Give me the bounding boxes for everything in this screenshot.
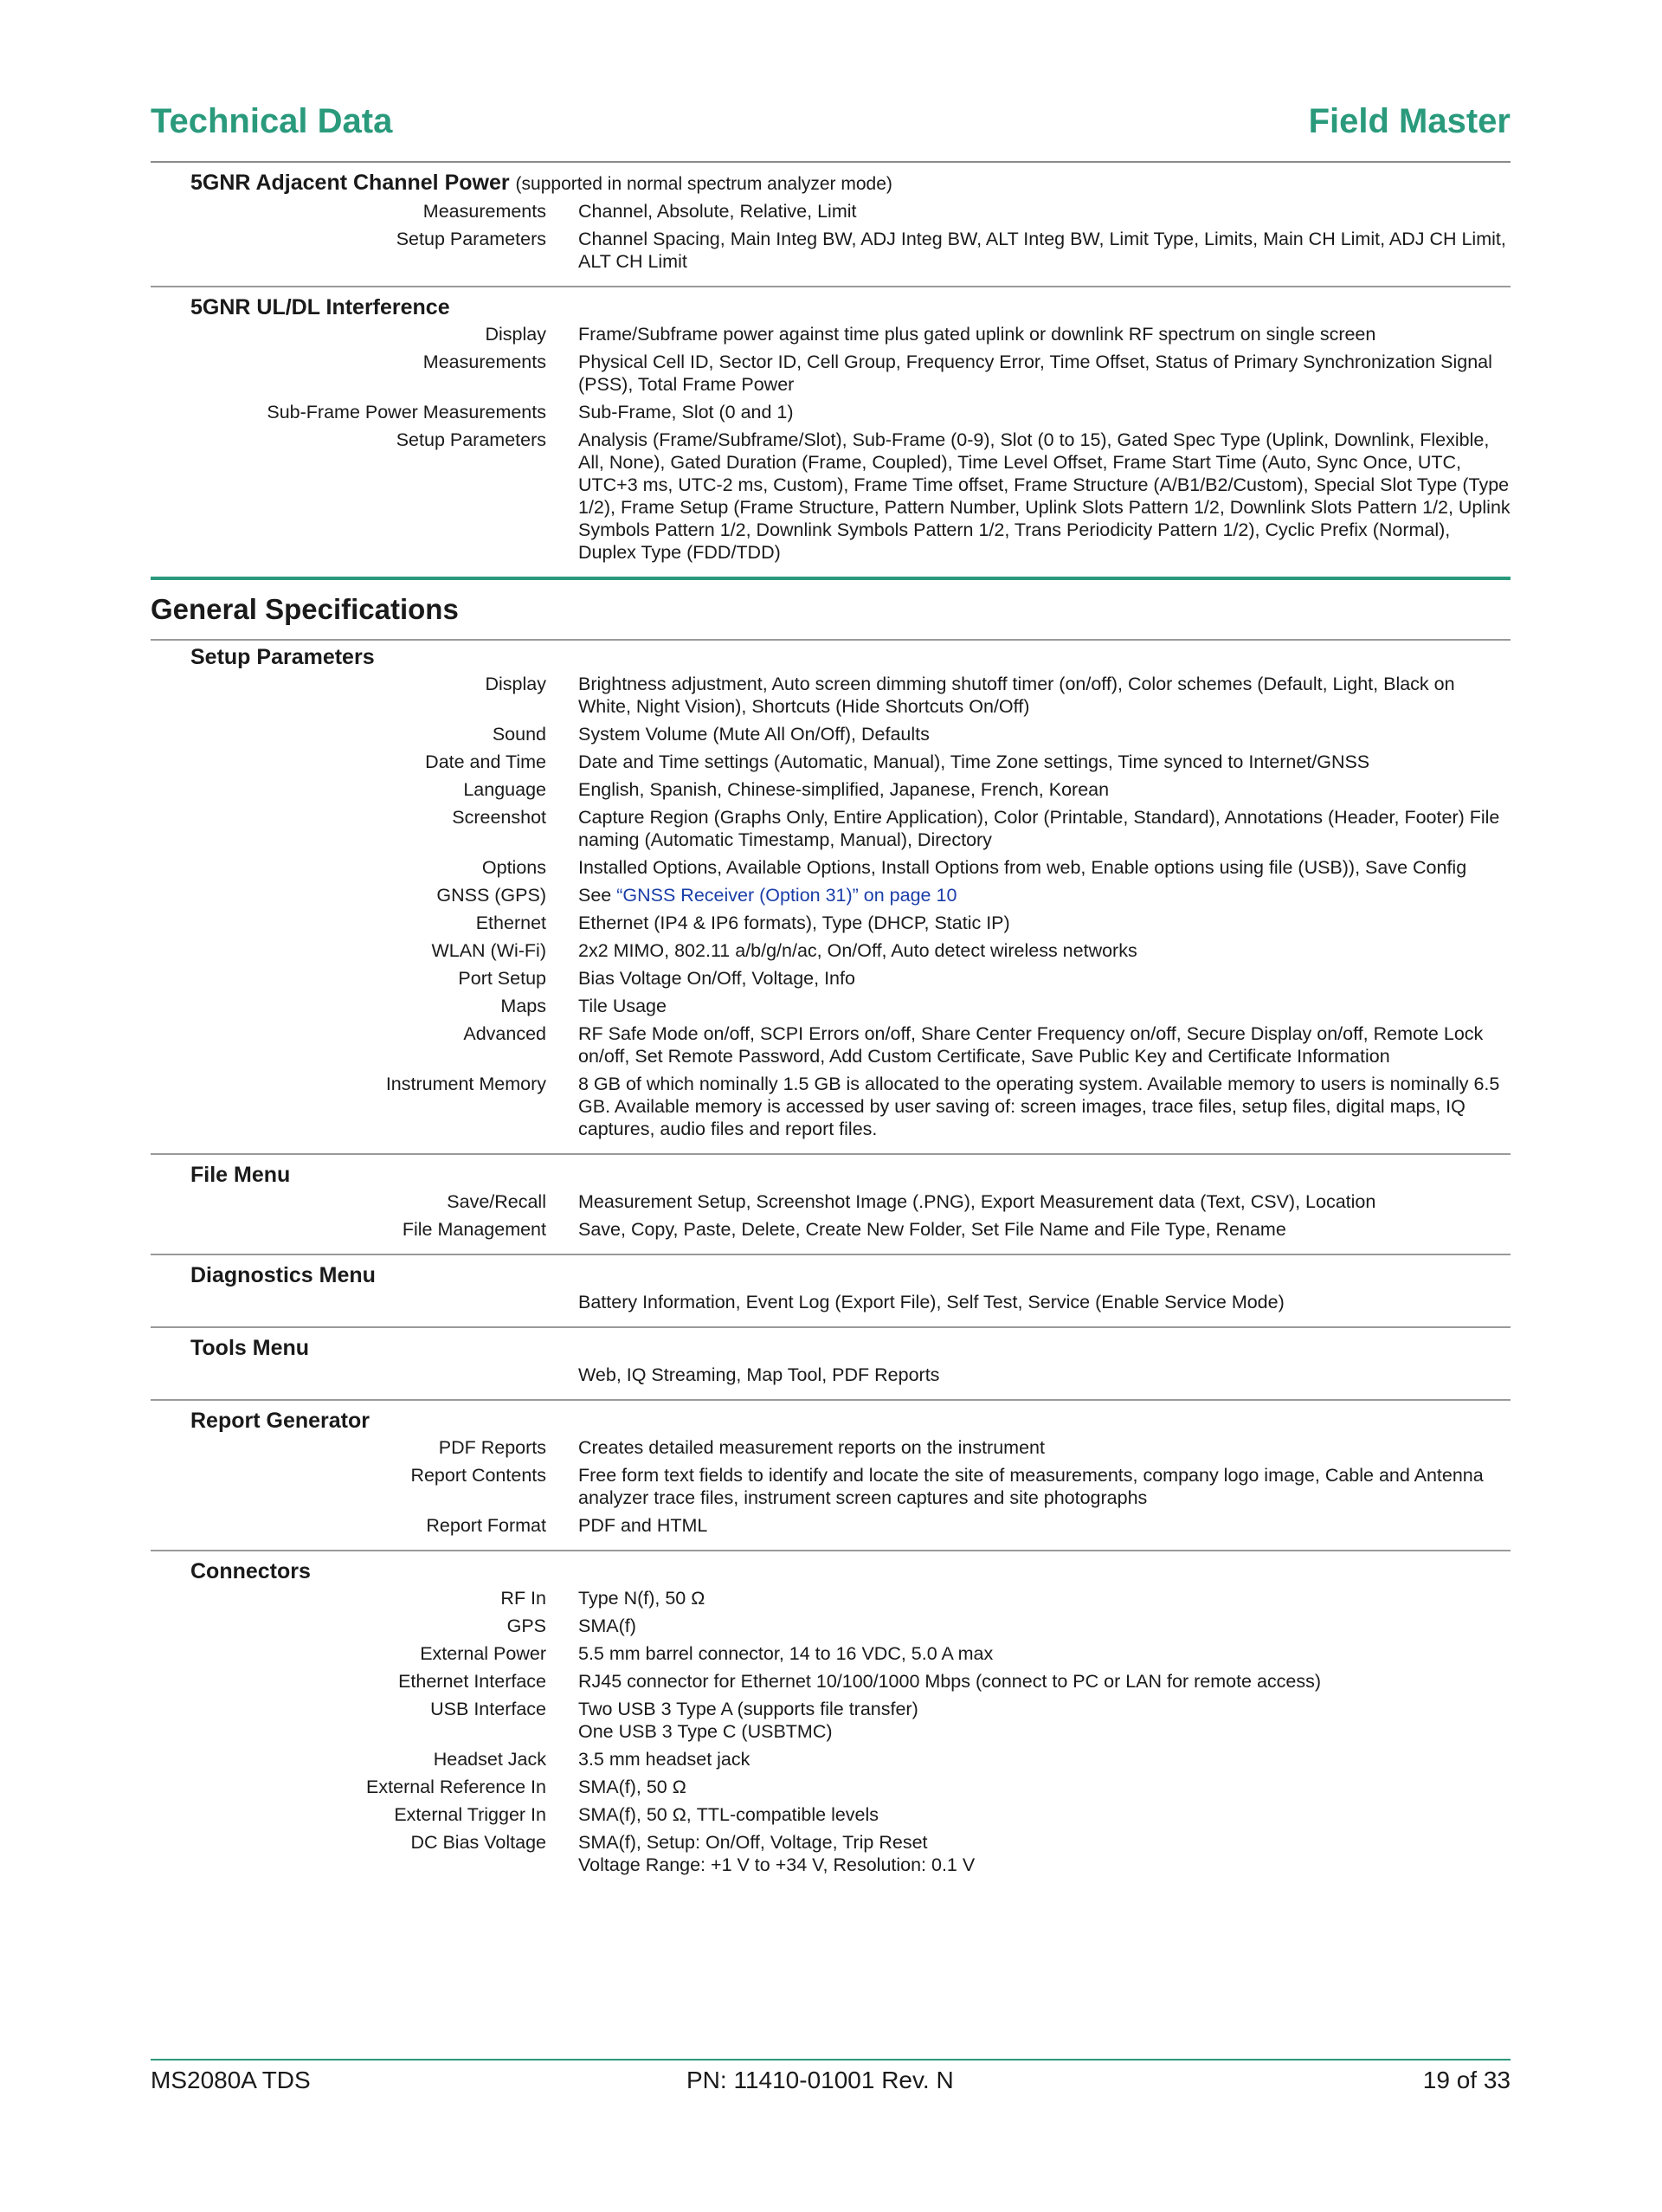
spec-label: DC Bias Voltage (410, 1832, 546, 1853)
spec-value-line: Two USB 3 Type A (supports file transfer) (578, 1699, 918, 1719)
spec-label: RF In (500, 1588, 546, 1609)
spec-row (151, 323, 1511, 345)
spec-value: 8 GB of which nominally 1.5 GB is allocated to the operating system. Available memory to users is nominally 6.5 GB. Available memory is accessed by user saving of: screen images, trace files, setup files, digital maps, IQ captures, audio files and report files. (578, 1074, 1500, 1139)
spec-value: Channel, Absolute, Relative, Limit (578, 201, 857, 222)
spec-row (151, 967, 1511, 990)
spec-row (151, 228, 1511, 273)
spec-row (151, 1615, 1511, 1637)
spec-value: 3.5 mm headset jack (578, 1749, 750, 1770)
spec-content (151, 166, 1511, 1896)
spec-label: File Management (402, 1219, 546, 1240)
spec-row (151, 351, 1511, 396)
spec-value: RJ45 connector for Ethernet 10/100/1000 Mbps (connect to PC or LAN for remote access) (578, 1671, 1322, 1692)
spec-value: Date and Time settings (Automatic, Manual), Time Zone settings, Time synced to Internet/GNSS (578, 751, 1370, 772)
spec-value: PDF and HTML (578, 1515, 708, 1536)
spec-value: Creates detailed measurement reports on the instrument (578, 1437, 1045, 1458)
spec-value: Frame/Subframe power against time plus gated uplink or downlink RF spectrum on single screen (578, 324, 1376, 345)
spec-label: Maps (500, 996, 546, 1016)
spec-label: Measurements (422, 351, 546, 372)
spec-value: Physical Cell ID, Sector ID, Cell Group, Frequency Error, Time Offset, Status of Primary Synchronization Signal (PSS), Total Frame Power (578, 351, 1492, 395)
section-note: (supported in normal spectrum analyzer mode) (515, 174, 892, 194)
spec-row (151, 673, 1511, 718)
spec-value-line: Voltage Range: +1 V to +34 V, Resolution: 0.1 V (578, 1854, 976, 1875)
spec-value (578, 884, 1511, 906)
spec-row (151, 1587, 1511, 1609)
spec-value: 2x2 MIMO, 802.11 a/b/g/n/ac, On/Off, Auto detect wireless networks (578, 940, 1137, 961)
spec-row (151, 751, 1511, 773)
spec-value: RF Safe Mode on/off, SCPI Errors on/off, Share Center Frequency on/off, Secure Display on/off, Remote Lock on/off, Set Remote Password, Add Custom Certificate, Save Public Key and Certificate Information (578, 1023, 1484, 1067)
spec-label: Setup Parameters (396, 229, 546, 249)
spec-label: GNSS (GPS) (436, 885, 546, 906)
section-title: Diagnostics Menu (190, 1263, 376, 1287)
spec-row (151, 856, 1511, 879)
spec-row (151, 939, 1511, 962)
page-header (151, 102, 1511, 159)
spec-row (151, 1670, 1511, 1693)
spec-value: Bias Voltage On/Off, Voltage, Info (578, 968, 855, 989)
footer-doc-name: MS2080A TDS (151, 2067, 311, 2093)
spec-row (151, 1022, 1511, 1067)
spec-value: Measurement Setup, Screenshot Image (.PNG), Export Measurement data (Text, CSV), Location (578, 1191, 1376, 1212)
section-title: Setup Parameters (190, 645, 375, 669)
spec-value: Tile Usage (578, 996, 667, 1016)
spec-row (151, 200, 1511, 222)
spec-value: English, Spanish, Chinese-simplified, Japanese, French, Korean (578, 779, 1110, 800)
section-diagnostics-menu (151, 1262, 1511, 1328)
spec-row (151, 1776, 1511, 1798)
section-report-generator (151, 1408, 1511, 1551)
spec-value: Brightness adjustment, Auto screen dimming shutoff timer (on/off), Color schemes (Default, Light, Black on White, Night Vision), Shortcuts (Hide Shortcuts On/Off) (578, 674, 1455, 717)
spec-value: Web, IQ Streaming, Map Tool, PDF Reports (578, 1364, 940, 1385)
spec-value: Channel Spacing, Main Integ BW, ADJ Integ BW, ALT Integ BW, Limit Type, Limits, Main CH Limit, ADJ CH Limit, ALT CH Limit (578, 229, 1506, 272)
spec-label: USB Interface (430, 1699, 546, 1719)
spec-label: External Power (420, 1643, 546, 1664)
spec-value-line: SMA(f), Setup: On/Off, Voltage, Trip Reset (578, 1832, 928, 1853)
spec-value: Capture Region (Graphs Only, Entire Application), Color (Printable, Standard), Annotations (Header, Footer) File naming (Automatic Timestamp, Manual), Directory (578, 807, 1500, 850)
spec-row (151, 1748, 1511, 1770)
spec-label (151, 1364, 546, 1386)
spec-label: Advanced (463, 1023, 546, 1044)
spec-value: Installed Options, Available Options, Install Options from web, Enable options using file (USB)), Save Config (578, 857, 1467, 878)
spec-label: Report Contents (410, 1465, 546, 1486)
spec-label: Screenshot (452, 807, 546, 828)
section-title: 5GNR UL/DL Interference (190, 295, 450, 319)
spec-label: External Trigger In (394, 1804, 546, 1825)
spec-value: SMA(f), 50 Ω (578, 1777, 686, 1797)
spec-label: Language (463, 779, 546, 800)
spec-value: Type N(f), 50 Ω (578, 1588, 705, 1609)
spec-label: Headset Jack (433, 1749, 546, 1770)
spec-row (151, 723, 1511, 745)
section-file-menu (151, 1162, 1511, 1255)
spec-value: Sub-Frame, Slot (0 and 1) (578, 402, 794, 422)
spec-value-line: One USB 3 Type C (USBTMC) (578, 1721, 833, 1742)
spec-row (151, 401, 1511, 423)
spec-row (151, 1436, 1511, 1459)
spec-label: Display (485, 674, 546, 694)
spec-label: WLAN (Wi-Fi) (431, 940, 546, 961)
spec-value: Battery Information, Event Log (Export File), Self Test, Service (Enable Service Mode) (578, 1292, 1285, 1312)
spec-value: 5.5 mm barrel connector, 14 to 16 VDC, 5.0 A max (578, 1643, 994, 1664)
section-connectors (151, 1558, 1511, 1889)
spec-row (151, 1291, 1511, 1313)
section-title (190, 170, 1511, 197)
spec-row (151, 1073, 1511, 1140)
spec-label: External Reference In (366, 1777, 546, 1797)
header-rule (151, 161, 1511, 163)
spec-value: Analysis (Frame/Subframe/Slot), Sub-Frame (0-9), Slot (0 to 15), Gated Spec Type (Uplink, Downlink, Flexible, All, None), Gated Duration (Frame, Coupled), Time Level Offset, Frame Start Time (Auto, Sync Once, UTC, UTC+3 ms, UTC-2 ms, Custom), Frame Time offset, Frame Structure (A/B1/B2/Custom), Special Slot Type (Type 1/2), Frame Setup (Frame Structure, Pattern Number, Uplink Slots Pattern 1/2, Downlink Slots Pattern 1/2, Uplink Symbols Pattern 1/2, Downlink Symbols Pattern 1/2, Trans Periodicity Pattern 1/2), Cyclic Prefix (Normal), Duplex Type (FDD/TDD) (578, 429, 1511, 563)
general-specifications-heading: General Specifications (151, 593, 459, 625)
spec-value: SMA(f) (578, 1615, 636, 1636)
spec-row (151, 1642, 1511, 1665)
spec-label: Sound (492, 724, 546, 745)
general-rule (151, 639, 1511, 641)
spec-row (151, 778, 1511, 801)
section-title: Connectors (190, 1559, 311, 1583)
spec-row (151, 1364, 1511, 1386)
spec-label: Setup Parameters (396, 429, 546, 450)
spec-label: Save/Recall (447, 1191, 546, 1212)
section-setup-parameters (151, 644, 1511, 1155)
spec-label: Measurements (422, 201, 546, 222)
spec-value: Ethernet (IP4 & IP6 formats), Type (DHCP, Static IP) (578, 913, 1010, 933)
gnss-receiver-link[interactable]: “GNSS Receiver (Option 31)” on page 10 (616, 885, 957, 906)
spec-row (151, 884, 1511, 906)
spec-label: PDF Reports (438, 1437, 546, 1458)
spec-label: Date and Time (425, 751, 546, 772)
section-title: Tools Menu (190, 1336, 310, 1360)
section-uldl-interference (151, 294, 1511, 580)
spec-label: GPS (506, 1615, 546, 1636)
section-title: File Menu (190, 1163, 291, 1187)
spec-label: Options (481, 857, 546, 878)
spec-label: Port Setup (458, 968, 546, 989)
header-product: Field Master (1308, 102, 1511, 140)
spec-value: Save, Copy, Paste, Delete, Create New Folder, Set File Name and File Type, Rename (578, 1219, 1286, 1240)
spec-value: System Volume (Mute All On/Off), Defaults (578, 724, 930, 745)
spec-label (151, 1291, 546, 1313)
spec-row (151, 429, 1511, 564)
spec-label: Ethernet Interface (398, 1671, 546, 1692)
spec-row (151, 912, 1511, 934)
spec-row (151, 1831, 1511, 1876)
spec-row (151, 1190, 1511, 1213)
spec-row (151, 806, 1511, 851)
spec-label: Report Format (426, 1515, 546, 1536)
spec-label: Sub-Frame Power Measurements (267, 402, 546, 422)
section-tools-menu (151, 1335, 1511, 1401)
spec-row (151, 995, 1511, 1017)
section-title-text: 5GNR Adjacent Channel Power (190, 171, 510, 195)
spec-row (151, 1464, 1511, 1509)
footer-page-number: 19 of 33 (1422, 2067, 1511, 2093)
spec-label: Display (485, 324, 546, 345)
section-adj-channel-power (151, 170, 1511, 287)
spec-row (151, 1218, 1511, 1241)
spec-value (578, 1831, 1511, 1876)
footer-rule (151, 2059, 1511, 2060)
spec-row (151, 1698, 1511, 1743)
spec-value: SMA(f), 50 Ω, TTL-compatible levels (578, 1804, 879, 1825)
spec-row (151, 1514, 1511, 1537)
spec-label: Ethernet (475, 913, 546, 933)
spec-row (151, 1803, 1511, 1826)
footer-part-number: PN: 11410-01001 Rev. N (686, 2067, 954, 2093)
spec-value (578, 1698, 1511, 1743)
header-title: Technical Data (151, 102, 393, 140)
spec-value: Free form text fields to identify and locate the site of measurements, company logo image, Cable and Antenna analyzer trace files, instrument screen captures and site photographs (578, 1465, 1484, 1508)
spec-value-prefix: See (578, 885, 617, 906)
section-title: Report Generator (190, 1409, 370, 1433)
spec-label: Instrument Memory (385, 1074, 546, 1094)
